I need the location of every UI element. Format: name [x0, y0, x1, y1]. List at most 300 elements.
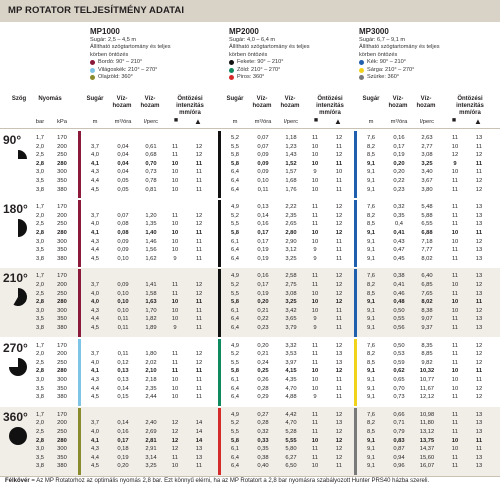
table-cell: 11 — [475, 169, 483, 176]
table-cell: 5,5 — [230, 359, 240, 366]
table-cell: 4,4 — [90, 178, 100, 184]
model-radius: Sugár: 4,0 – 6,4 m — [229, 37, 276, 43]
table-cell: 8,5 — [366, 290, 376, 297]
table-cell: 0,20 — [257, 342, 269, 349]
table-row — [0, 342, 500, 351]
table-cell: 9,1 — [366, 385, 376, 392]
table-cell: 9,1 — [366, 186, 376, 193]
table-cell: 280 — [57, 368, 67, 375]
table-cell: 6,1 — [230, 307, 240, 314]
table-cell: 12 — [335, 411, 343, 418]
table-cell: 3,7 — [90, 351, 100, 358]
table-cell: 0,13 — [257, 204, 269, 211]
unit-lpm: l/perc — [143, 119, 159, 125]
table-cell: 0,10 — [117, 307, 129, 314]
table-cell: 5,5 — [230, 428, 240, 435]
table-cell: 11 — [311, 351, 319, 358]
table-cell: 0,28 — [257, 420, 269, 427]
legend-item: Sárga: 210° – 270° — [359, 67, 440, 74]
table-cell: 11 — [335, 160, 343, 167]
table-cell: 4,42 — [285, 411, 297, 418]
table-cell: 0,09 — [257, 160, 269, 167]
table-cell: 9,1 — [366, 247, 376, 254]
table-cell: 13 — [475, 454, 483, 461]
table-cell: 170 — [57, 273, 67, 280]
table-cell: 1,52 — [285, 160, 297, 167]
model-desc: Állítható szögtartomány és teljes — [90, 44, 171, 51]
table-cell: 0,05 — [117, 186, 129, 193]
table-cell: 1,76 — [285, 186, 297, 193]
table-cell: 9,82 — [421, 359, 433, 366]
table-cell: 1,41 — [145, 281, 157, 288]
table-cell: 11 — [195, 385, 203, 392]
table-cell: 0,04 — [117, 169, 129, 176]
table-cell: 8,2 — [366, 143, 376, 150]
table-row — [0, 411, 500, 420]
table-cell: 11 — [171, 143, 179, 150]
table-row — [0, 359, 500, 368]
table-cell: 11 — [335, 324, 343, 331]
square-icon: ■ — [451, 117, 457, 124]
table-cell: 11 — [475, 229, 483, 236]
table-cell: 9,1 — [366, 178, 376, 184]
table-cell: 2,0 — [35, 143, 45, 150]
table-cell: 11 — [451, 324, 459, 331]
table-row — [0, 186, 500, 195]
table-cell: 2,35 — [285, 212, 297, 219]
table-cell: 3,12 — [285, 247, 297, 254]
table-cell: 9,1 — [366, 238, 376, 245]
table-cell: 11 — [195, 255, 203, 262]
table-cell: 4,1 — [90, 160, 100, 167]
table-cell: 10 — [311, 238, 319, 245]
table-row — [0, 454, 500, 463]
table-cell: 11 — [311, 420, 319, 427]
unit-m: m — [368, 119, 374, 125]
table-cell: 10 — [171, 463, 179, 470]
table-cell: 13 — [475, 316, 483, 323]
table-cell: 14 — [195, 428, 203, 435]
header-flow-lpm: Víz- hozam — [280, 96, 300, 109]
table-cell: 0,46 — [393, 290, 405, 297]
table-cell: 0,17 — [393, 143, 405, 150]
table-row — [0, 428, 500, 437]
table-cell: 3,0 — [35, 307, 45, 314]
table-cell: 3,8 — [35, 463, 45, 470]
table-cell: 12 — [335, 428, 343, 435]
table-cell: 4,3 — [90, 446, 100, 453]
table-cell: 2,8 — [35, 368, 45, 375]
table-cell: 2,65 — [285, 221, 297, 228]
table-cell: 10 — [311, 160, 319, 167]
table-cell: 0,43 — [393, 238, 405, 245]
table-cell: 0,81 — [145, 186, 157, 193]
table-cell: 10 — [451, 385, 459, 392]
table-cell: 11 — [195, 160, 203, 167]
table-cell: 11,67 — [419, 385, 435, 392]
table-cell: 11 — [451, 351, 459, 358]
table-cell: 2,5 — [35, 152, 45, 159]
legend-item: Fekete: 90° – 210° — [229, 59, 310, 66]
table-cell: 5,28 — [285, 428, 297, 435]
angle-section — [0, 268, 500, 337]
table-cell: 0,16 — [117, 428, 129, 435]
table-cell: 13 — [475, 221, 483, 228]
table-cell: 9,1 — [366, 316, 376, 323]
table-cell: 0,04 — [117, 160, 129, 167]
table-cell: 0,29 — [257, 394, 269, 401]
table-cell: 6,4 — [230, 255, 240, 262]
page-title: MP ROTATOR TELJESÍTMÉNY ADATAI — [8, 5, 185, 16]
table-cell: 11 — [195, 376, 203, 383]
table-cell: 4,5 — [90, 394, 100, 401]
table-cell: 0,78 — [145, 178, 157, 184]
table-cell: 7,6 — [366, 204, 376, 211]
table-cell: 10 — [311, 307, 319, 314]
table-cell: 0,23 — [257, 324, 269, 331]
table-cell: 0,47 — [393, 247, 405, 254]
header-radius: Sugár — [362, 96, 380, 102]
table-cell: 0,09 — [117, 281, 129, 288]
table-row — [0, 419, 500, 428]
table-cell: 6,85 — [421, 281, 433, 288]
table-cell: 380 — [57, 186, 67, 193]
table-cell: 0,56 — [393, 324, 405, 331]
triangle-icon: ▲ — [194, 117, 202, 126]
table-cell: 1,82 — [145, 316, 157, 323]
table-cell: 0,13 — [117, 368, 129, 375]
table-cell: 10 — [451, 229, 459, 236]
table-cell: 0,14 — [117, 385, 129, 392]
red-dot-icon — [229, 75, 234, 80]
angle-label: 270° — [3, 340, 28, 355]
table-row — [0, 203, 500, 212]
table-cell: 0,04 — [117, 152, 129, 159]
table-cell: 12 — [475, 152, 483, 159]
legend-item: Szürke: 360° — [359, 74, 440, 81]
table-cell: 10 — [171, 160, 179, 167]
table-cell: 6,4 — [230, 385, 240, 392]
table-cell: 4,9 — [230, 273, 240, 280]
legend-item: Világoskék: 210° – 270° — [90, 67, 171, 74]
table-row — [0, 315, 500, 324]
table-cell: 12 — [335, 454, 343, 461]
green-dot-icon — [229, 68, 234, 73]
table-cell: 3,25 — [145, 463, 157, 470]
table-cell: 0,40 — [257, 463, 269, 470]
table-cell: 10 — [311, 368, 319, 375]
table-cell: 170 — [57, 204, 67, 211]
table-cell: 3,5 — [35, 316, 45, 323]
table-cell: 0,19 — [257, 247, 269, 254]
table-cell: 6,1 — [230, 446, 240, 453]
table-cell: 12 — [335, 290, 343, 297]
table-cell: 0,35 — [257, 446, 269, 453]
table-cell: 5,2 — [230, 351, 240, 358]
table-cell: 250 — [57, 428, 67, 435]
table-cell: 11 — [451, 186, 459, 193]
table-cell: 8,5 — [366, 428, 376, 435]
table-cell: 2,75 — [285, 281, 297, 288]
table-cell: 11 — [475, 376, 483, 383]
table-cell: 10 — [171, 229, 179, 236]
table-cell: 8,02 — [421, 299, 433, 306]
table-cell: 0,70 — [145, 160, 157, 167]
table-cell: 7,18 — [421, 238, 433, 245]
table-cell: 4,5 — [90, 255, 100, 262]
table-cell: 13 — [475, 463, 483, 470]
table-cell: 0,24 — [257, 359, 269, 366]
table-cell: 0,23 — [393, 186, 405, 193]
table-cell: 2,0 — [35, 212, 45, 219]
table-cell: 11 — [311, 446, 319, 453]
table-cell: 4,4 — [90, 454, 100, 461]
table-cell: 11 — [311, 428, 319, 435]
table-cell: 200 — [57, 281, 67, 288]
black-dot-icon — [229, 60, 234, 65]
table-cell: 13 — [335, 420, 343, 427]
table-cell: 10 — [451, 299, 459, 306]
table-cell: 3,5 — [35, 385, 45, 392]
table-cell: 0,38 — [393, 273, 405, 280]
table-cell: 7,6 — [366, 411, 376, 418]
table-cell: 300 — [57, 307, 67, 314]
table-cell: 10 — [171, 221, 179, 228]
table-row — [0, 445, 500, 454]
table-cell: 12 — [335, 204, 343, 211]
table-cell: 0,35 — [393, 212, 405, 219]
table-cell: 0,12 — [117, 359, 129, 366]
table-cell: 11 — [451, 316, 459, 323]
table-cell: 3,97 — [285, 359, 297, 366]
angle-label: 90° — [3, 133, 22, 147]
table-cell: 0,21 — [257, 351, 269, 358]
square-icon: ■ — [313, 117, 319, 124]
table-row — [0, 393, 500, 402]
table-cell: 11 — [335, 307, 343, 314]
table-cell: 300 — [57, 169, 67, 176]
table-cell: 12 — [335, 368, 343, 375]
table-cell: 4,9 — [230, 411, 240, 418]
table-cell: 9,1 — [366, 229, 376, 236]
table-cell: 0,08 — [117, 229, 129, 236]
table-cell: 1,43 — [285, 152, 297, 159]
table-cell: 2,35 — [145, 385, 157, 392]
table-cell: 11 — [195, 307, 203, 314]
table-cell: 13 — [475, 428, 483, 435]
table-cell: 3,7 — [90, 212, 100, 219]
table-cell: 0,21 — [257, 307, 269, 314]
table-row — [0, 272, 500, 281]
table-cell: 9,1 — [366, 376, 376, 383]
table-cell: 1,40 — [145, 229, 157, 236]
table-cell: 3,25 — [285, 255, 297, 262]
table-cell: 11 — [475, 368, 483, 375]
header-angle: Szög — [11, 96, 27, 102]
table-row — [0, 238, 500, 247]
table-cell: 0,22 — [393, 178, 405, 184]
table-cell: 10 — [311, 437, 319, 444]
table-cell: 13 — [335, 351, 343, 358]
table-cell: 0,53 — [393, 351, 405, 358]
lightblue-dot-icon — [90, 68, 95, 73]
table-cell: 10 — [311, 376, 319, 383]
table-cell: 13 — [475, 411, 483, 418]
table-row — [0, 367, 500, 376]
table-cell: 5,80 — [285, 446, 297, 453]
table-cell: 11 — [451, 342, 459, 349]
table-row — [0, 143, 500, 152]
table-cell: 10 — [451, 368, 459, 375]
header-flow-m3h: Víz- hozam — [252, 96, 272, 109]
table-cell: 4,0 — [90, 152, 100, 159]
table-cell: 10,77 — [419, 376, 435, 383]
table-cell: 1,7 — [35, 135, 45, 141]
table-cell: 0,17 — [117, 437, 129, 444]
table-cell: 9,1 — [366, 437, 376, 444]
table-cell: 11 — [311, 135, 319, 141]
table-cell: 6,4 — [230, 454, 240, 461]
table-cell: 3,7 — [90, 420, 100, 427]
table-cell: 5,8 — [230, 437, 240, 444]
table-cell: 11 — [335, 178, 343, 184]
legend-item: Kék: 90° – 210° — [359, 59, 440, 66]
table-cell: 12 — [195, 281, 203, 288]
table-row — [0, 307, 500, 316]
table-cell: 5,8 — [230, 160, 240, 167]
angle-section — [0, 130, 500, 199]
table-cell: 0,22 — [257, 316, 269, 323]
table-cell: 0,33 — [257, 437, 269, 444]
table-cell: 2,81 — [145, 437, 157, 444]
table-cell: 0,05 — [117, 178, 129, 184]
table-cell: 6,4 — [230, 394, 240, 401]
table-cell: 2,5 — [35, 221, 45, 228]
table-cell: 250 — [57, 152, 67, 159]
table-cell: 11 — [451, 394, 459, 401]
table-cell: 13 — [195, 446, 203, 453]
table-cell: 9,07 — [421, 316, 433, 323]
table-cell: 2,91 — [145, 446, 157, 453]
table-cell: 11 — [171, 290, 179, 297]
table-cell: 0,17 — [257, 281, 269, 288]
table-cell: 11 — [451, 454, 459, 461]
table-cell: 11 — [335, 143, 343, 150]
table-cell: 11 — [171, 281, 179, 288]
table-cell: 8,02 — [421, 255, 433, 262]
table-cell: 3,5 — [35, 178, 45, 184]
table-cell: 250 — [57, 359, 67, 366]
table-cell: 11 — [195, 368, 203, 375]
table-cell: 2,90 — [285, 238, 297, 245]
table-cell: 2,0 — [35, 420, 45, 427]
table-cell: 0,61 — [145, 143, 157, 150]
header-rate: Öntözési intenzitás mm/óra — [456, 96, 484, 116]
unit-bar: bar — [35, 119, 45, 125]
table-cell: 11 — [451, 463, 459, 470]
model-name: MP2000 — [229, 27, 259, 36]
model-desc: körben öntözés — [359, 51, 398, 58]
table-cell: 0,08 — [117, 221, 129, 228]
table-cell: 11 — [311, 212, 319, 219]
table-cell: 0,11 — [117, 324, 129, 331]
table-cell: 3,7 — [90, 281, 100, 288]
table-cell: 0,19 — [117, 454, 129, 461]
table-cell: 9 — [173, 255, 177, 262]
table-cell: 11 — [311, 221, 319, 228]
table-cell: 13 — [475, 247, 483, 254]
table-cell: 0,07 — [257, 135, 269, 141]
table-cell: 2,40 — [145, 420, 157, 427]
unit-m3h: m³/óra — [254, 119, 272, 125]
table-cell: 280 — [57, 229, 67, 236]
table-cell: 2,5 — [35, 359, 45, 366]
table-cell: 3,67 — [421, 178, 433, 184]
table-cell: 11 — [475, 143, 483, 150]
table-cell: 1,57 — [285, 169, 297, 176]
table-cell: 12 — [171, 428, 179, 435]
table-cell: 4,9 — [230, 204, 240, 211]
table-row — [0, 246, 500, 255]
table-cell: 5,48 — [421, 204, 433, 211]
table-cell: 0,94 — [393, 454, 405, 461]
table-cell: 4,88 — [285, 394, 297, 401]
table-row — [0, 290, 500, 299]
table-cell: 0,4 — [394, 221, 404, 228]
table-cell: 3,53 — [285, 351, 297, 358]
table-cell: 9,1 — [366, 324, 376, 331]
table-cell: 12 — [195, 351, 203, 358]
header-radius: Sugár — [86, 96, 104, 102]
table-cell: 6,1 — [230, 376, 240, 383]
table-cell: 4,3 — [90, 376, 100, 383]
table-cell: 1,56 — [145, 247, 157, 254]
table-cell: 9,1 — [366, 454, 376, 461]
table-cell: 0,41 — [393, 229, 405, 236]
table-cell: 13 — [475, 204, 483, 211]
table-cell: 4,0 — [90, 221, 100, 228]
table-cell: 4,4 — [90, 247, 100, 254]
table-cell: 12 — [335, 229, 343, 236]
table-cell: 4,5 — [90, 463, 100, 470]
table-cell: 10 — [451, 238, 459, 245]
table-cell: 2,0 — [35, 351, 45, 358]
table-cell: 12 — [335, 273, 343, 280]
table-cell: 0,41 — [393, 281, 405, 288]
table-cell: 0,25 — [257, 368, 269, 375]
table-cell: 170 — [57, 135, 67, 141]
table-cell: 15,60 — [419, 454, 435, 461]
table-cell: 13 — [335, 359, 343, 366]
table-cell: 200 — [57, 143, 67, 150]
table-cell: 10 — [311, 229, 319, 236]
table-cell: 5,5 — [230, 143, 240, 150]
table-cell: 380 — [57, 463, 67, 470]
table-row — [0, 134, 500, 143]
table-cell: 3,42 — [285, 307, 297, 314]
table-cell: 5,2 — [230, 212, 240, 219]
table-cell: 5,8 — [230, 152, 240, 159]
table-cell: 0,83 — [393, 437, 405, 444]
unit-kpa: kPa — [57, 119, 67, 125]
table-cell: 0,50 — [393, 342, 405, 349]
table-cell: 0,27 — [257, 411, 269, 418]
table-cell: 0,17 — [257, 229, 269, 236]
table-cell: 11 — [171, 359, 179, 366]
model-desc: Állítható szögtartomány és teljes — [229, 44, 310, 51]
table-row — [0, 177, 500, 186]
table-cell: 11 — [451, 247, 459, 254]
